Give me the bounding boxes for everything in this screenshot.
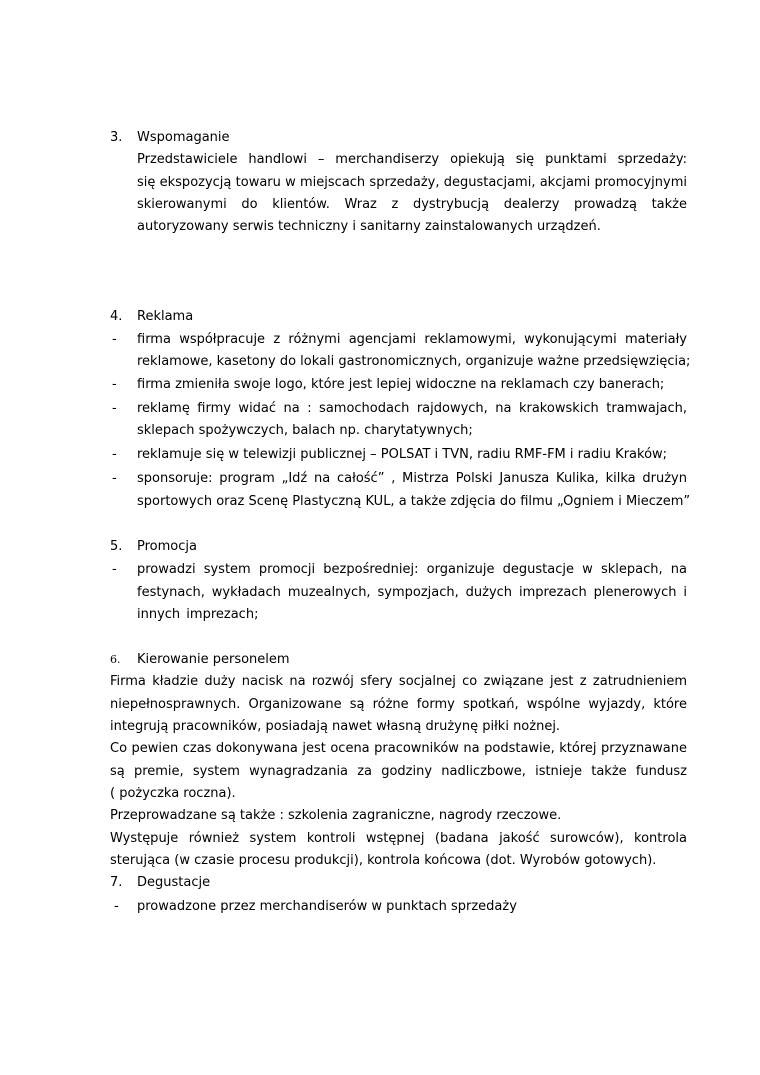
section-6-number: 6. <box>110 653 121 666</box>
paragraph-line: Przeprowadzane są także : szkolenia zagraniczne, nagrody rzeczowe. <box>110 808 562 823</box>
list-item-line: prowadzone przez merchandiserów w punktach sprzedaży <box>137 899 517 914</box>
bullet-dash: - <box>112 447 117 462</box>
bullet-dash: - <box>114 899 119 914</box>
list-item-line: sportowych oraz Scenę Plastyczną KUL, a także zdjęcia do filmu „Ogniem i Mieczem” <box>137 494 691 509</box>
list-item-line: innych imprezach; <box>137 607 259 622</box>
section-3-title: Wspomaganie <box>137 130 230 145</box>
paragraph-line: Co pewien czas dokonywana jest ocena pracowników na podstawie, której przyznawane <box>110 741 687 756</box>
paragraph-line: autoryzowany serwis techniczny i sanitarny zainstalowanych urządzeń. <box>137 219 601 234</box>
bullet-dash: - <box>112 377 117 392</box>
paragraph-line: Przedstawiciele handlowi – merchandiserzy opiekują się punktami sprzedaży: <box>137 152 687 167</box>
paragraph-line: integrują pracowników, posiadają nawet własną drużynę piłki nożnej. <box>110 719 561 734</box>
list-item-line: reklamowe, kasetony do lokali gastronomicznych, organizuje ważne przedsięwzięcia; <box>137 354 691 369</box>
list-item-line: festynach, wykładach muzealnych, sympozjach, dużych imprezach plenerowych i <box>137 585 687 600</box>
paragraph-line: niepełnosprawnych. Organizowane są różne formy spotkań, wspólne wyjazdy, które <box>110 697 687 712</box>
section-6-title: Kierowanie personelem <box>137 652 290 667</box>
bullet-dash: - <box>112 401 117 416</box>
paragraph-line: się ekspozycją towaru w miejscach sprzedaży, degustacjami, akcjami promocyjnymi <box>137 175 687 190</box>
section-5-number: 5. <box>110 539 123 554</box>
list-item-line: firma zmieniła swoje logo, które jest lepiej widoczne na reklamach czy banerach; <box>137 377 665 392</box>
section-7-title: Degustacje <box>137 875 211 890</box>
paragraph-line: skierowanymi do klientów. Wraz z dystrybucją dealerzy prowadzą także <box>137 197 687 212</box>
paragraph-line: Występuje również system kontroli wstępnej (badana jakość surowców), kontrola <box>110 831 687 846</box>
list-item-line: sponsoruje: program „Idź na całość” , Mistrza Polski Janusza Kulika, kilka drużyn <box>137 471 687 486</box>
list-item-line: reklamę firmy widać na : samochodach rajdowych, na krakowskich tramwajach, <box>137 401 687 416</box>
list-item-line: reklamuje się w telewizji publicznej – POLSAT i TVN, radiu RMF-FM i radiu Kraków; <box>137 447 668 462</box>
list-item-line: sklepach spożywczych, balach np. charytatywnych; <box>137 423 473 438</box>
paragraph-line: ( pożyczka roczna). <box>110 786 236 801</box>
list-item-line: firma współpracuje z różnymi agencjami reklamowymi, wykonującymi materiały <box>137 332 687 347</box>
section-4-title: Reklama <box>137 309 194 324</box>
section-4-number: 4. <box>110 309 123 324</box>
section-3-number: 3. <box>110 130 123 145</box>
section-5-title: Promocja <box>137 539 197 554</box>
paragraph-line: sterująca (w czasie procesu produkcji), kontrola końcowa (dot. Wyrobów gotowych). <box>110 853 657 868</box>
bullet-dash: - <box>112 332 117 347</box>
bullet-dash: - <box>112 562 117 577</box>
section-7-number: 7. <box>110 875 123 890</box>
bullet-dash: - <box>112 471 117 486</box>
paragraph-line: Firma kładzie duży nacisk na rozwój sfery socjalnej co związane jest z zatrudnieniem <box>110 674 687 689</box>
list-item-line: prowadzi system promocji bezpośredniej: organizuje degustacje w sklepach, na <box>137 562 687 577</box>
paragraph-line: są premie, system wynagradzania za godziny nadliczbowe, istnieje także fundusz <box>110 764 687 779</box>
